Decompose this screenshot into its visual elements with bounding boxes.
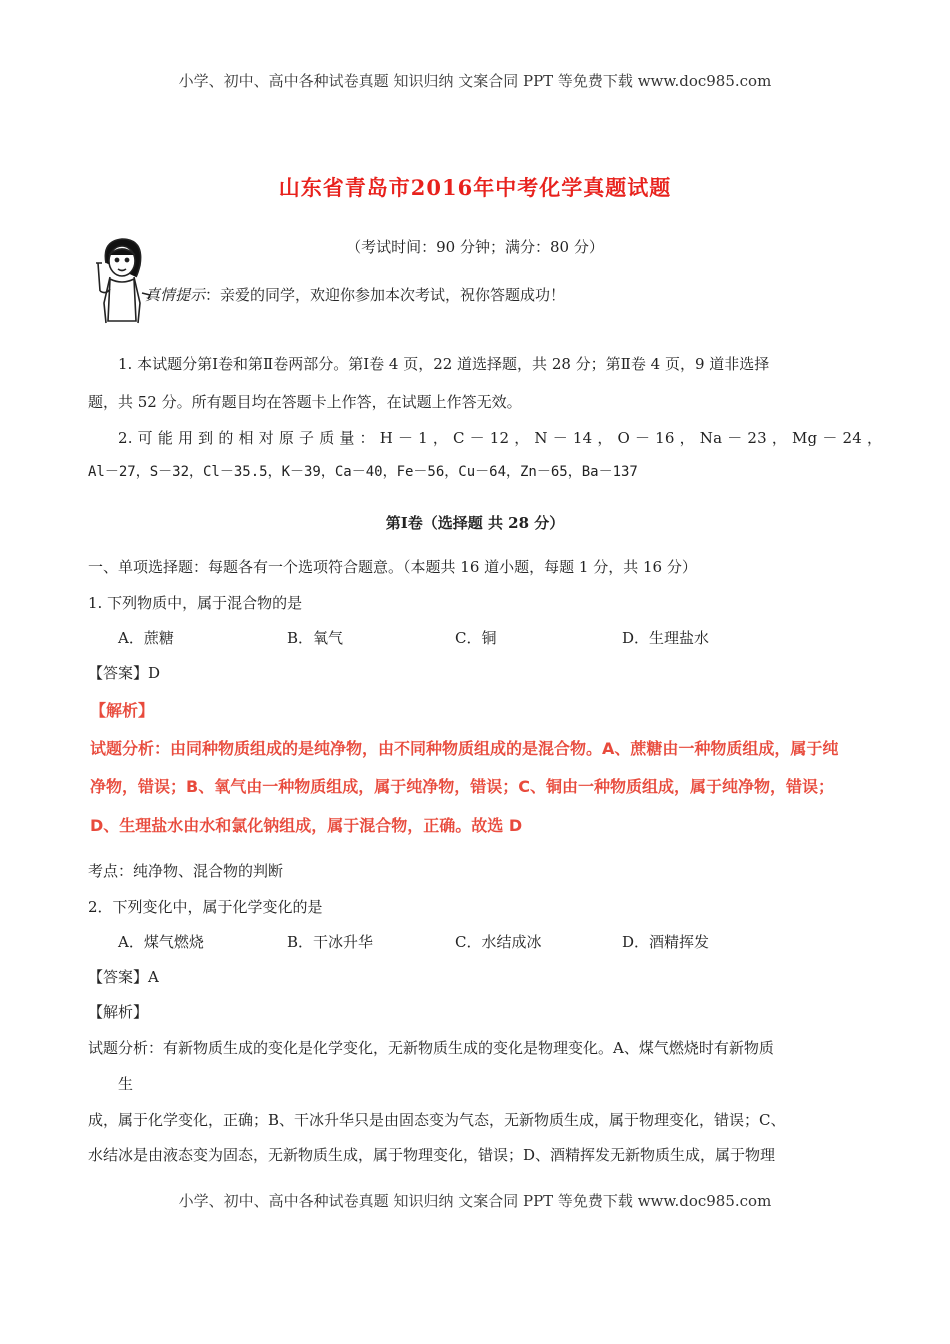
q2-analysis-line-3: 成，属于化学变化，正确；B、干冰升华只是由固态变为气态，无新物质生成，属于物理变化，错误；C、: [88, 1111, 786, 1129]
q1-answer: 【答案】D: [88, 664, 161, 682]
tip-text: ：亲爱的同学，欢迎你参加本次考试，祝你答题成功！: [205, 286, 566, 304]
q2-option-d: D．酒精挥发: [622, 933, 710, 951]
q1-point: 考点：纯净物、混合物的判断: [88, 862, 284, 880]
note-2-line-2: Al－27，S－32，Cl－35.5，K－39，Ca－40，Fe－56，Cu－64，Zn－65，Ba－137: [88, 464, 638, 480]
q2-analysis-line-2: 生: [118, 1075, 134, 1093]
q2-answer: 【答案】A: [88, 968, 159, 986]
section-title: 第Ⅰ卷（选择题 共 28 分）: [385, 514, 565, 532]
q1-stem: 1. 下列物质中，属于混合物的是: [88, 594, 303, 612]
q2-option-b: B．干冰升华: [287, 933, 374, 951]
part-intro: 一、单项选择题：每题各有一个选项符合题意。（本题共 16 道小题，每题 1 分，共 16 分）: [88, 558, 697, 576]
cartoon-girl-icon: [92, 233, 154, 325]
note-2-line-1: 2. 可 能 用 到 的 相 对 原 子 质 量 ： H － 1 ， C － 12 ， N － 14 ， O － 16 ， Na － 23 ， Mg － 24 ，: [118, 429, 883, 447]
q2-option-a: A．煤气燃烧: [118, 933, 204, 951]
q2-analysis-label: 【解析】: [88, 1003, 149, 1021]
q2-analysis-line-1: 试题分析：有新物质生成的变化是化学变化，无新物质生成的变化是物理变化。A、煤气燃烧时有新物质: [88, 1039, 774, 1057]
q1-option-d: D．生理盐水: [622, 629, 710, 647]
note-1-line-2: 题，共 52 分。所有题目均在答题卡上作答，在试题上作答无效。: [88, 393, 522, 411]
page-footer: 小学、初中、高中各种试卷真题 知识归纳 文案合同 PPT 等免费下载 www.doc985.com: [178, 1192, 772, 1210]
page-header: 小学、初中、高中各种试卷真题 知识归纳 文案合同 PPT 等免费下载 www.doc985.com: [178, 72, 772, 90]
tip-line: [145, 284, 565, 305]
q1-option-c: C．铜: [455, 629, 497, 647]
q2-option-c: C．水结成冰: [455, 933, 542, 951]
q2-analysis-line-4: 水结冰是由液态变为固态，无新物质生成，属于物理变化，错误；D、酒精挥发无新物质生成，属于物理: [88, 1146, 776, 1164]
q1-analysis-line-1: 试题分析：由同种物质组成的是纯净物，由不同种物质组成的是混合物。A、蔗糖由一种物质组成，属于纯: [90, 739, 839, 758]
q1-analysis-label: 【解析】: [90, 701, 155, 720]
note-1-line-1: 1. 本试题分第Ⅰ卷和第Ⅱ卷两部分。第Ⅰ卷 4 页，22 道选择题，共 28 分；第Ⅱ卷 4 页，9 道非选择: [118, 355, 770, 373]
q1-option-b: B．氧气: [287, 629, 344, 647]
page-title: 山东省青岛市2016年中考化学真题试题: [278, 175, 672, 200]
exam-info: （考试时间：90 分钟；满分：80 分）: [346, 238, 604, 256]
q1-analysis-line-3: D、生理盐水由水和氯化钠组成，属于混合物，正确。故选 D: [90, 816, 523, 835]
q2-stem: 2．下列变化中，属于化学变化的是: [88, 898, 323, 916]
q1-analysis-line-2: 净物，错误；B、氧气由一种物质组成，属于纯净物，错误；C、铜由一种物质组成，属于纯净物，错误；: [90, 777, 834, 796]
q1-option-a: A．蔗糖: [118, 629, 174, 647]
tip-label: 真情提示: [145, 286, 206, 304]
